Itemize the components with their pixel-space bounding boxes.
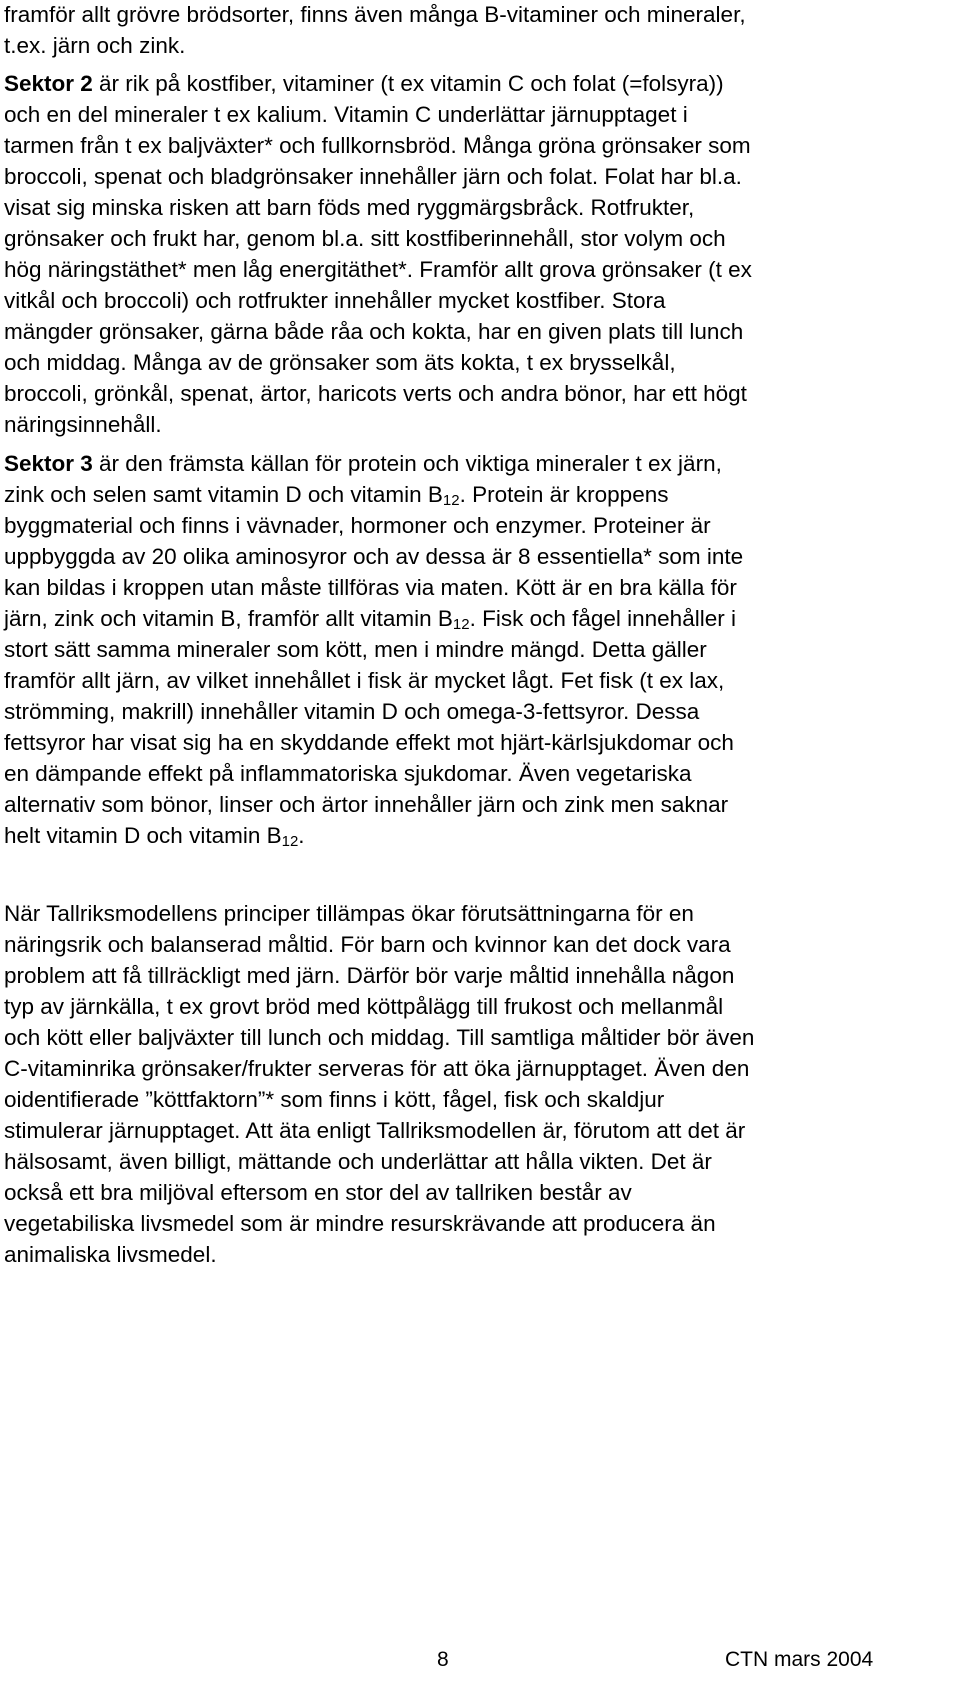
text-line: t.ex. järn och zink. <box>4 33 186 58</box>
text-line: vitkål och broccoli) och rotfrukter innehåller mycket kostfiber. Stora <box>4 288 666 313</box>
subscript: 12 <box>442 492 460 509</box>
text-line: grönsaker och frukt har, genom bl.a. sitt kostfiberinnehåll, stor volym och <box>4 226 726 251</box>
text-line: problem att få tillräckligt med järn. Därför bör varje måltid innehålla någon <box>4 963 735 988</box>
text-span: . Fisk och fågel innehåller i <box>469 606 736 631</box>
text-line: tarmen från t ex baljväxter* och fullkornsbröd. Många gröna grönsaker som <box>4 133 751 158</box>
sektor-2-label: Sektor 2 <box>4 71 93 96</box>
text-line: broccoli, spenat och bladgrönsaker innehåller järn och folat. Folat har bl.a. <box>4 164 742 189</box>
text-line <box>4 68 950 99</box>
text-line: framför allt järn, av vilket innehållet i fisk är mycket lågt. Fet fisk (t ex lax, <box>4 668 725 693</box>
text-line <box>4 820 950 851</box>
text-line: animaliska livsmedel. <box>4 1242 217 1267</box>
text-line: och middag. Många av de grönsaker som äts kokta, t ex brysselkål, <box>4 350 676 375</box>
text-span: är den främsta källan för protein och viktiga mineraler t ex järn, <box>92 451 722 476</box>
page-number: 8 <box>437 1648 449 1671</box>
text-line: oidentifierade ”köttfaktorn”* som finns i kött, fågel, fisk och skaldjur <box>4 1087 665 1112</box>
sektor-3-label: Sektor 3 <box>4 451 93 476</box>
text-span: . <box>298 823 305 848</box>
text-line: typ av järnkälla, t ex grovt bröd med köttpålägg till frukost och mellanmål <box>4 994 724 1019</box>
text-span: helt vitamin D och vitamin B <box>4 823 282 848</box>
text-line: fettsyror har visat sig ha en skyddande effekt mot hjärt-kärlsjukdomar och <box>4 730 734 755</box>
text-line: näringsrik och balanserad måltid. För barn och kvinnor kan det dock vara <box>4 932 731 957</box>
text-line: och en del mineraler t ex kalium. Vitamin C underlättar järnupptaget i <box>4 102 688 127</box>
text-line: också ett bra miljöval eftersom en stor del av tallriken består av <box>4 1180 632 1205</box>
text-line: alternativ som bönor, linser och ärtor innehåller järn och zink men saknar <box>4 792 729 817</box>
text-line: C-vitaminrika grönsaker/frukter serveras för att öka järnupptaget. Även den <box>4 1056 750 1081</box>
text-line: visat sig minska risken att barn föds med ryggmärgsbråck. Rotfrukter, <box>4 195 695 220</box>
paragraph-sektor-3 <box>4 448 950 851</box>
paragraph-tallriksmodellen <box>4 898 950 1270</box>
text-line: stimulerar järnupptaget. Att äta enligt Tallriksmodellen är, förutom att det är <box>4 1118 746 1143</box>
text-line: näringsinnehåll. <box>4 412 162 437</box>
text-line: och kött eller baljväxter till lunch och middag. Till samtliga måltider bör även <box>4 1025 755 1050</box>
text-line: framför allt grövre brödsorter, finns även många B-vitaminer och mineraler, <box>4 2 746 27</box>
text-line: När Tallriksmodellens principer tillämpas ökar förutsättningarna för en <box>4 901 694 926</box>
paragraph-grains-end <box>4 0 950 61</box>
text-span: . Protein är kroppens <box>459 482 669 507</box>
text-line <box>4 479 950 510</box>
text-span: är rik på kostfiber, vitaminer (t ex vitamin C och folat (=folsyra)) <box>92 71 724 96</box>
text-line: stort sätt samma mineraler som kött, men i mindre mängd. Detta gäller <box>4 637 707 662</box>
text-line: uppbyggda av 20 olika aminosyror och av dessa är 8 essentiella* som inte <box>4 544 744 569</box>
text-line: en dämpande effekt på inflammatoriska sjukdomar. Även vegetariska <box>4 761 692 786</box>
document-reference: CTN mars 2004 <box>725 1648 874 1671</box>
text-line: broccoli, grönkål, spenat, ärtor, haricots verts och andra bönor, har ett högt <box>4 381 747 406</box>
text-span: järn, zink och vitamin B, framför allt vitamin B <box>4 606 453 631</box>
text-line <box>4 448 950 479</box>
paragraph-sektor-2 <box>4 68 950 440</box>
subscript: 12 <box>281 833 299 850</box>
text-line: vegetabiliska livsmedel som är mindre resurskrävande att producera än <box>4 1211 716 1236</box>
subscript: 12 <box>452 616 470 633</box>
text-line: byggmaterial och finns i vävnader, hormoner och enzymer. Proteiner är <box>4 513 711 538</box>
text-span: zink och selen samt vitamin D och vitamin B <box>4 482 443 507</box>
text-line: strömming, makrill) innehåller vitamin D och omega-3-fettsyror. Dessa <box>4 699 700 724</box>
text-line: hög näringstäthet* men låg energitäthet*. Framför allt grova grönsaker (t ex <box>4 257 752 282</box>
text-line: mängder grönsaker, gärna både råa och kokta, har en given plats till lunch <box>4 319 744 344</box>
text-line: hälsosamt, även billigt, mättande och underlättar att hålla vikten. Det är <box>4 1149 712 1174</box>
text-line <box>4 603 950 634</box>
text-line: kan bildas i kroppen utan måste tillföras via maten. Kött är en bra källa för <box>4 575 737 600</box>
